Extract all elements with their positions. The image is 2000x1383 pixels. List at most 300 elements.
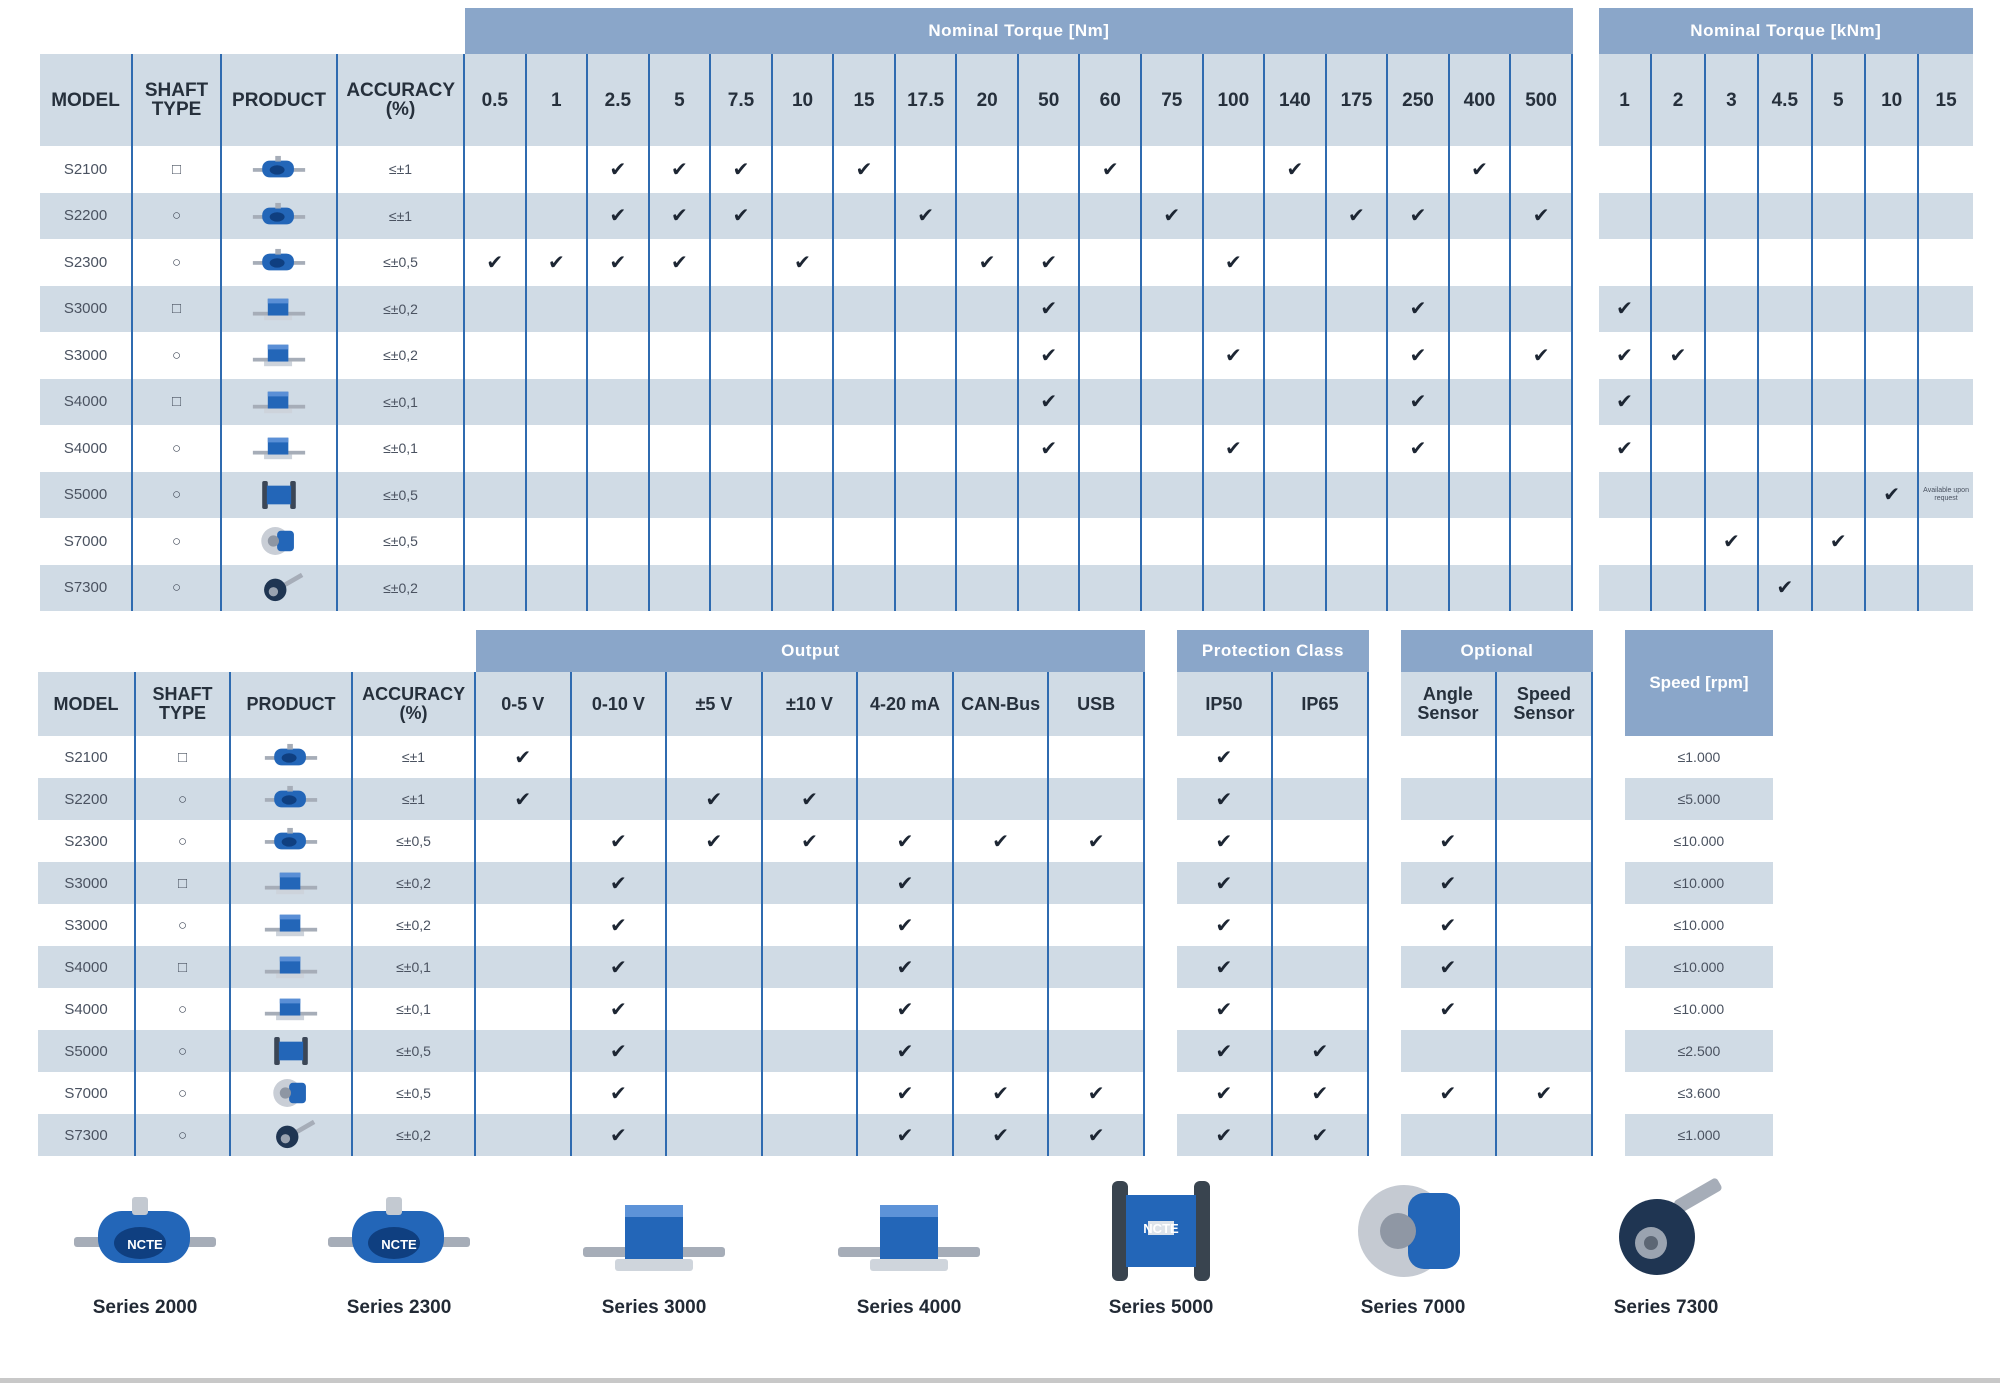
shaft-type-cell — [133, 425, 222, 472]
accuracy-cell: ≤±0,1 — [338, 425, 465, 472]
shaft-type-cell — [136, 820, 231, 862]
speed-cell: ≤10.000 — [1625, 820, 1773, 862]
output-col-1: 0-10 V — [572, 672, 668, 736]
torque-knm-cell — [1866, 239, 1919, 286]
ncte-logo: NCTE — [1143, 1221, 1179, 1236]
product-cell — [222, 146, 338, 193]
torque-nm-cell — [1388, 425, 1450, 472]
check-icon: ✔ — [609, 830, 627, 853]
torque-nm-cell — [1142, 518, 1204, 565]
series-product-image — [1308, 1175, 1518, 1287]
table-gap — [1593, 630, 1625, 1156]
torque-knm-cell — [1652, 332, 1705, 379]
torque-knm-cell — [1706, 425, 1759, 472]
model-header: MODEL — [38, 672, 136, 736]
round-shaft-icon: ○ — [171, 579, 182, 597]
output-cell — [858, 1114, 954, 1156]
model-cell: S2300 — [40, 239, 133, 286]
torque-nm-cell — [834, 472, 896, 519]
shaft-type-cell — [136, 1072, 231, 1114]
torque-nm-cell — [527, 286, 589, 333]
torque-nm-cell — [1388, 379, 1450, 426]
check-icon: ✔ — [1532, 344, 1550, 367]
torque-nm-cell — [1511, 379, 1573, 426]
speed-cell: ≤3.600 — [1625, 1072, 1773, 1114]
speed-cell: ≤5.000 — [1625, 778, 1773, 820]
torque-nm-cell — [650, 193, 712, 240]
output-cell — [954, 862, 1050, 904]
torque-knm-col-2: 3 — [1706, 54, 1759, 146]
model-cell: S4000 — [40, 425, 133, 472]
round-shaft-icon: ○ — [171, 346, 182, 364]
round-shaft-icon: ○ — [177, 1126, 188, 1144]
output-cell — [858, 778, 954, 820]
torque-nm-cell — [711, 565, 773, 612]
protection-cell — [1177, 820, 1273, 862]
product-cell — [222, 565, 338, 612]
check-icon: ✔ — [1101, 158, 1119, 181]
check-icon: ✔ — [671, 158, 688, 181]
model-cell: S7300 — [40, 565, 133, 612]
product-image — [251, 479, 307, 511]
shaft-type-cell — [133, 379, 222, 426]
torque-nm-cell — [896, 565, 958, 612]
torque-nm-cell — [711, 239, 773, 286]
check-icon: ✔ — [1215, 914, 1233, 937]
output-col-6: USB — [1049, 672, 1145, 736]
product-image — [251, 339, 307, 371]
torque-nm-cell — [896, 379, 958, 426]
speed-cell: ≤1.000 — [1625, 736, 1773, 778]
torque-nm-cell — [1511, 193, 1573, 240]
model-cell: S7000 — [38, 1072, 136, 1114]
table-gap — [1573, 518, 1599, 565]
protection-cell — [1177, 1030, 1273, 1072]
torque-nm-col-4: 7.5 — [711, 54, 773, 146]
square-shaft-icon: □ — [177, 874, 188, 892]
torque-nm-cell — [834, 146, 896, 193]
check-icon: ✔ — [1040, 298, 1058, 321]
torque-nm-cell — [588, 518, 650, 565]
optional-cell — [1497, 778, 1593, 820]
model-cell: S2100 — [40, 146, 133, 193]
torque-nm-cell — [1450, 425, 1512, 472]
torque-nm-cell — [1265, 239, 1327, 286]
optional-cell — [1401, 736, 1497, 778]
table-gap — [1573, 332, 1599, 379]
torque-nm-cell — [1511, 518, 1573, 565]
output-cell — [476, 778, 572, 820]
torque-nm-cell — [834, 239, 896, 286]
output-cell — [476, 988, 572, 1030]
output-cell — [667, 778, 763, 820]
torque-nm-cell — [1142, 425, 1204, 472]
torque-nm-cell — [1080, 379, 1142, 426]
torque-nm-cell — [527, 332, 589, 379]
torque-nm-cell — [1511, 472, 1573, 519]
output-cell — [572, 820, 668, 862]
speed-cell: ≤10.000 — [1625, 988, 1773, 1030]
optional-cell — [1401, 1030, 1497, 1072]
torque-nm-col-11: 75 — [1142, 54, 1204, 146]
torque-nm-cell — [773, 193, 835, 240]
shaft-type-cell — [136, 736, 231, 778]
output-cell — [667, 736, 763, 778]
product-cell — [222, 193, 338, 240]
torque-knm-cell — [1706, 332, 1759, 379]
torque-nm-cell — [896, 146, 958, 193]
check-icon: ✔ — [1439, 914, 1457, 937]
round-shaft-icon: ○ — [177, 790, 188, 808]
check-icon: ✔ — [671, 251, 688, 274]
torque-nm-cell — [773, 565, 835, 612]
model-cell: S2100 — [38, 736, 136, 778]
protection-cell — [1177, 736, 1273, 778]
torque-nm-cell — [711, 472, 773, 519]
torque-nm-cell — [1080, 518, 1142, 565]
optional-cell — [1401, 904, 1497, 946]
accuracy-cell: ≤±0,5 — [353, 1030, 476, 1072]
accuracy-cell: ≤±0,5 — [338, 239, 465, 286]
torque-knm-cell — [1813, 286, 1866, 333]
torque-nm-col-14: 175 — [1327, 54, 1389, 146]
torque-nm-cell — [1511, 146, 1573, 193]
torque-nm-cell — [1142, 193, 1204, 240]
optional-cell — [1497, 904, 1593, 946]
check-icon: ✔ — [1409, 298, 1427, 321]
torque-knm-cell — [1919, 565, 1972, 612]
product-image — [263, 783, 319, 815]
series-item — [804, 1175, 1014, 1319]
torque-nm-cell — [465, 146, 527, 193]
torque-knm-cell — [1866, 332, 1919, 379]
shaft-type-cell — [133, 565, 222, 612]
torque-nm-cell — [1204, 193, 1266, 240]
torque-nm-cell — [650, 472, 712, 519]
torque-nm-cell — [465, 379, 527, 426]
torque-nm-cell — [1204, 286, 1266, 333]
torque-nm-cell — [1327, 425, 1389, 472]
torque-nm-cell — [957, 146, 1019, 193]
series-label: Series 2000 — [92, 1297, 198, 1318]
check-icon: ✔ — [1829, 530, 1847, 553]
torque-nm-cell — [1265, 565, 1327, 612]
torque-nm-cell — [1142, 286, 1204, 333]
output-cell — [954, 904, 1050, 946]
round-shaft-icon: ○ — [171, 207, 182, 225]
product-header: PRODUCT — [222, 54, 338, 146]
torque-nm-cell — [650, 286, 712, 333]
model-cell: S3000 — [38, 862, 136, 904]
check-icon: ✔ — [609, 1040, 627, 1063]
check-icon: ✔ — [1087, 1124, 1105, 1147]
torque-nm-cell — [588, 239, 650, 286]
torque-nm-cell — [1450, 379, 1512, 426]
torque-nm-cell — [1019, 239, 1081, 286]
torque-nm-cell — [1450, 518, 1512, 565]
output-cell — [858, 862, 954, 904]
output-cell — [1049, 1072, 1145, 1114]
check-icon: ✔ — [1616, 344, 1633, 367]
optional-group-header: Optional — [1401, 630, 1593, 672]
torque-nm-cell — [465, 332, 527, 379]
output-cell — [763, 778, 859, 820]
output-cell — [858, 946, 954, 988]
torque-knm-cell — [1706, 472, 1759, 519]
torque-nm-col-3: 5 — [650, 54, 712, 146]
torque-nm-cell — [527, 193, 589, 240]
torque-nm-cell — [1204, 425, 1266, 472]
output-cell — [763, 820, 859, 862]
output-cell — [763, 1072, 859, 1114]
check-icon: ✔ — [1215, 956, 1233, 979]
shaft-type-cell — [133, 193, 222, 240]
output-cell — [858, 904, 954, 946]
torque-knm-cell — [1652, 425, 1705, 472]
optional-cell — [1497, 1072, 1593, 1114]
torque-nm-cell — [957, 332, 1019, 379]
product-image — [263, 1119, 319, 1151]
accuracy-cell: ≤±0,2 — [353, 862, 476, 904]
torque-knm-col-6: 15 — [1919, 54, 1972, 146]
torque-nm-cell — [1080, 193, 1142, 240]
torque-nm-col-15: 250 — [1388, 54, 1450, 146]
torque-knm-cell — [1919, 193, 1972, 240]
series-label: Series 4000 — [856, 1297, 962, 1318]
torque-nm-cell — [650, 379, 712, 426]
torque-nm-col-6: 15 — [834, 54, 896, 146]
torque-knm-cell — [1759, 472, 1812, 519]
accuracy-cell: ≤±0,5 — [353, 1072, 476, 1114]
model-cell: S3000 — [40, 332, 133, 379]
check-icon: ✔ — [1532, 205, 1550, 228]
torque-nm-cell — [1388, 472, 1450, 519]
protection-cell — [1273, 988, 1369, 1030]
torque-knm-cell — [1652, 472, 1705, 519]
torque-nm-cell — [1511, 239, 1573, 286]
series-product-image — [549, 1175, 759, 1287]
torque-knm-cell — [1599, 332, 1652, 379]
torque-nm-cell — [1019, 286, 1081, 333]
protection-cell — [1273, 862, 1369, 904]
table-gap — [1573, 193, 1599, 240]
check-icon: ✔ — [1215, 746, 1233, 769]
shaft-type-cell — [133, 518, 222, 565]
protection-group-header: Protection Class — [1177, 630, 1369, 672]
accuracy-cell: ≤±0,2 — [353, 1114, 476, 1156]
output-cell — [476, 904, 572, 946]
output-cell — [1049, 736, 1145, 778]
torque-nm-cell — [957, 472, 1019, 519]
torque-nm-cell — [465, 472, 527, 519]
check-icon: ✔ — [1439, 1082, 1457, 1105]
check-icon: ✔ — [609, 872, 627, 895]
torque-nm-col-2: 2.5 — [588, 54, 650, 146]
torque-nm-cell — [527, 565, 589, 612]
product-cell — [231, 736, 353, 778]
product-cell — [222, 518, 338, 565]
check-icon: ✔ — [1040, 344, 1058, 367]
product-image — [263, 867, 319, 899]
protection-col-1: IP65 — [1273, 672, 1369, 736]
check-icon: ✔ — [1616, 298, 1633, 321]
torque-nm-cell — [957, 193, 1019, 240]
optional-cell — [1401, 1114, 1497, 1156]
torque-nm-cell — [1450, 332, 1512, 379]
torque-nm-cell — [1327, 286, 1389, 333]
torque-nm-cell — [773, 379, 835, 426]
output-cell — [763, 736, 859, 778]
product-cell — [231, 1072, 353, 1114]
torque-knm-cell — [1759, 146, 1812, 193]
speed-cell: ≤10.000 — [1625, 946, 1773, 988]
product-cell — [222, 379, 338, 426]
output-cell — [858, 1030, 954, 1072]
torque-knm-cell — [1813, 332, 1866, 379]
output-cell — [1049, 820, 1145, 862]
check-icon: ✔ — [1723, 530, 1740, 553]
torque-knm-cell — [1652, 379, 1705, 426]
torque-nm-cell — [896, 425, 958, 472]
product-image — [263, 825, 319, 857]
output-cell — [1049, 1114, 1145, 1156]
product-cell — [231, 988, 353, 1030]
torque-knm-cell — [1919, 472, 1972, 519]
torque-nm-cell — [1511, 332, 1573, 379]
model-cell: S7000 — [40, 518, 133, 565]
torque-knm-cell — [1706, 286, 1759, 333]
torque-nm-cell — [1142, 146, 1204, 193]
round-shaft-icon: ○ — [171, 486, 182, 504]
torque-nm-cell — [1511, 286, 1573, 333]
accuracy-cell: ≤±1 — [338, 193, 465, 240]
check-icon: ✔ — [896, 1082, 914, 1105]
speed-cell: ≤2.500 — [1625, 1030, 1773, 1072]
check-icon: ✔ — [1616, 437, 1633, 460]
output-cell — [476, 1114, 572, 1156]
check-icon: ✔ — [1311, 1082, 1329, 1105]
protection-cell — [1273, 1072, 1369, 1114]
check-icon: ✔ — [514, 788, 532, 811]
torque-knm-cell — [1813, 565, 1866, 612]
output-cell — [667, 862, 763, 904]
check-icon: ✔ — [896, 830, 914, 853]
torque-knm-cell — [1652, 193, 1705, 240]
product-image — [251, 200, 307, 232]
torque-knm-cell — [1706, 146, 1759, 193]
torque-nm-cell — [773, 146, 835, 193]
output-cell — [667, 904, 763, 946]
torque-knm-cell — [1706, 239, 1759, 286]
check-icon: ✔ — [1409, 391, 1427, 414]
torque-nm-cell — [957, 425, 1019, 472]
protection-cell — [1177, 988, 1273, 1030]
output-col-0: 0-5 V — [476, 672, 572, 736]
check-icon: ✔ — [1215, 872, 1233, 895]
torque-knm-cell — [1919, 286, 1972, 333]
accuracy-header: ACCURACY (%) — [353, 672, 476, 736]
torque-nm-cell — [527, 518, 589, 565]
torque-nm-cell — [1204, 565, 1266, 612]
torque-nm-cell — [588, 193, 650, 240]
series-label: Series 3000 — [601, 1297, 707, 1318]
output-cell — [763, 1030, 859, 1072]
check-icon: ✔ — [896, 998, 914, 1021]
torque-nm-cell — [1080, 286, 1142, 333]
model-cell: S3000 — [40, 286, 133, 333]
torque-nm-cell — [650, 239, 712, 286]
torque-knm-cell — [1813, 379, 1866, 426]
output-cell — [667, 1030, 763, 1072]
product-cell — [222, 425, 338, 472]
torque-nm-cell — [1450, 286, 1512, 333]
torque-nm-cell — [1019, 193, 1081, 240]
protection-cell — [1177, 778, 1273, 820]
torque-nm-cell — [1019, 379, 1081, 426]
torque-knm-cell — [1813, 425, 1866, 472]
output-cell — [954, 988, 1050, 1030]
torque-nm-cell — [1019, 565, 1081, 612]
torque-nm-cell — [1204, 332, 1266, 379]
torque-knm-cell — [1706, 518, 1759, 565]
product-image — [251, 386, 307, 418]
torque-nm-cell — [834, 193, 896, 240]
torque-nm-cell — [773, 518, 835, 565]
torque-nm-col-12: 100 — [1204, 54, 1266, 146]
accuracy-cell: ≤±1 — [353, 736, 476, 778]
round-shaft-icon: ○ — [171, 439, 182, 457]
check-icon: ✔ — [978, 251, 996, 274]
torque-nm-cell — [588, 425, 650, 472]
torque-knm-cell — [1919, 146, 1972, 193]
optional-cell — [1497, 1114, 1593, 1156]
torque-knm-cell — [1919, 425, 1972, 472]
output-cell — [1049, 778, 1145, 820]
output-cell — [572, 862, 668, 904]
torque-knm-cell — [1759, 286, 1812, 333]
torque-nm-cell — [1080, 146, 1142, 193]
output-cell — [1049, 1030, 1145, 1072]
check-icon: ✔ — [1616, 391, 1633, 414]
optional-cell — [1497, 946, 1593, 988]
product-cell — [231, 904, 353, 946]
torque-nm-cell — [1388, 286, 1450, 333]
check-icon: ✔ — [609, 998, 627, 1021]
torque-nm-cell — [896, 332, 958, 379]
output-cell — [476, 1072, 572, 1114]
shaft-type-cell — [136, 904, 231, 946]
torque-nm-col-0: 0.5 — [465, 54, 527, 146]
check-icon: ✔ — [1163, 205, 1181, 228]
torque-nm-cell — [527, 379, 589, 426]
check-icon: ✔ — [992, 830, 1009, 853]
torque-knm-cell — [1866, 146, 1919, 193]
torque-nm-cell — [957, 379, 1019, 426]
optional-cell — [1401, 988, 1497, 1030]
product-cell — [231, 1030, 353, 1072]
torque-nm-cell — [588, 379, 650, 426]
output-cell — [954, 1114, 1050, 1156]
torque-nm-group-header: Nominal Torque [Nm] — [465, 8, 1573, 54]
torque-nm-cell — [1080, 472, 1142, 519]
torque-nm-cell — [1019, 472, 1081, 519]
torque-knm-cell — [1866, 425, 1919, 472]
torque-knm-cell — [1813, 193, 1866, 240]
torque-nm-cell — [465, 239, 527, 286]
torque-knm-cell — [1706, 193, 1759, 240]
output-cell — [763, 988, 859, 1030]
torque-nm-cell — [1142, 565, 1204, 612]
